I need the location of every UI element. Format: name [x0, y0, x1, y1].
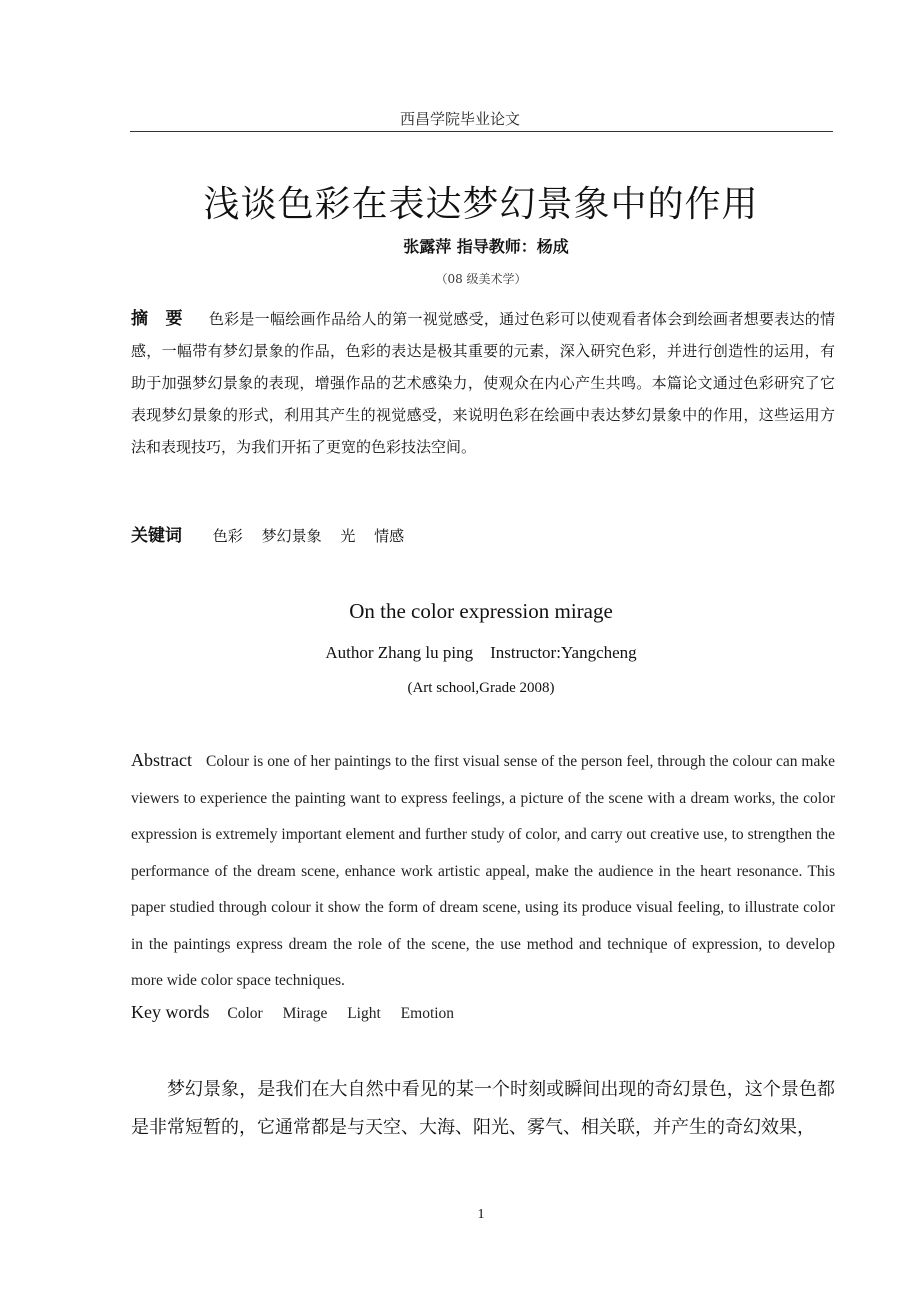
- running-header: 西昌学院毕业论文: [399, 110, 520, 128]
- keywords-cn-label: 关键词: [131, 526, 182, 546]
- abstract-cn-label: 摘 要: [131, 309, 183, 329]
- abstract-en-text: Colour is one of her paintings to the first visual sense of the person feel, through the colour can make viewers to experience the painting want to express feelings, a picture of the scene with a dream works, the color expression is extremely important element and further study of color, and carry out creative use, to strengthen the performance of the dream scene, enhance work artistic appeal, make the audience in the heart resonance. This paper studied through colour it show the form of dream scene, using its produce visual feeling, to illustrate color in the paintings express dream the role of the scene, the use method and technique of expression, to develop more wide color space techniques.: [131, 753, 835, 989]
- keywords-en: [131, 1002, 470, 1023]
- keyword-cn: 色彩: [212, 527, 243, 545]
- paper-title-en: On the color expression mirage: [349, 599, 613, 623]
- keyword-en: Light: [347, 1005, 381, 1022]
- keyword-en: Emotion: [400, 1005, 455, 1022]
- abstract-en: [131, 742, 835, 1000]
- keyword-en: Color: [227, 1005, 263, 1022]
- abstract-cn: [131, 303, 835, 463]
- keywords-cn: [131, 521, 418, 546]
- keywords-en-label: Key words: [131, 1002, 210, 1022]
- keyword-cn: 光: [340, 527, 356, 545]
- header-divider: [130, 131, 833, 132]
- grade-en: (Art school,Grade 2008): [407, 680, 555, 696]
- abstract-en-label: Abstract: [131, 750, 192, 770]
- author-line-en: Author Zhang lu ping Instructor:Yangcheng: [325, 643, 637, 662]
- abstract-cn-text: 色彩是一幅绘画作品给人的第一视觉感受，通过色彩可以使观看者体会到绘画者想要表达的情感，一幅带有梦幻景象的作品，色彩的表达是极其重要的元素，深入研究色彩，并进行创造性的运用，有助于加强梦幻景象的表现，增强作品的艺术感染力，使观众在内心产生共鸣。本篇论文通过色彩研究了它表现梦幻景象的形式，利用其产生的视觉感受，来说明色彩在绘画中表达梦幻景象中的作用，这些运用方法和表现技巧，为我们开拓了更宽的色彩技法空间。: [131, 310, 835, 456]
- paper-title-cn: 浅谈色彩在表达梦幻景象中的作用: [203, 184, 759, 225]
- keyword-cn: 情感: [374, 527, 405, 545]
- keyword-en: Mirage: [282, 1005, 328, 1022]
- grade-cn: （08 级美术学）: [435, 272, 527, 286]
- author-line-cn: 张露萍 指导教师：杨成: [403, 237, 569, 256]
- page-number: 1: [477, 1207, 485, 1222]
- body-paragraph: 梦幻景象，是我们在大自然中看见的某一个时刻或瞬间出现的奇幻景色，这个景色都是非常短暂的，它通常都是与天空、大海、阳光、雾气、相关联，并产生的奇幻效果，: [131, 1079, 835, 1138]
- keyword-cn: 梦幻景象: [261, 527, 322, 545]
